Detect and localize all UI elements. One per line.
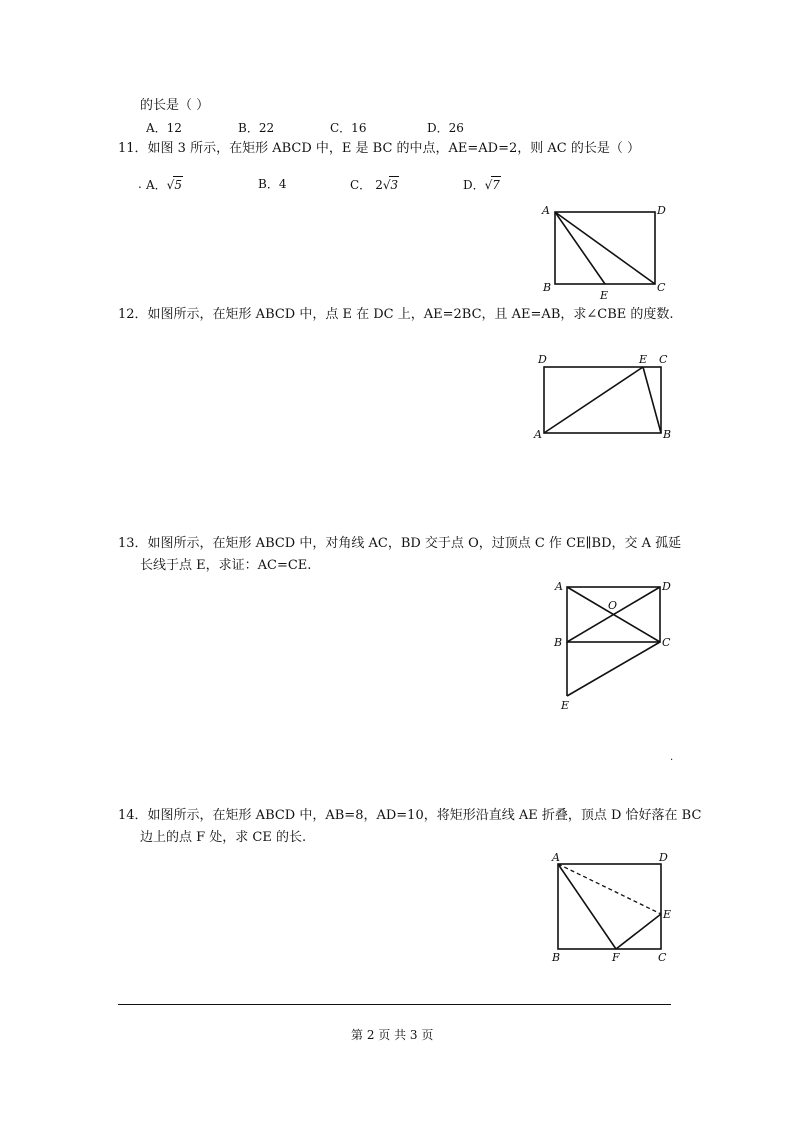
footer-rule [118, 1004, 671, 1005]
q14-fold-line-ae [558, 864, 661, 914]
q12-segment-eb [643, 367, 661, 433]
q13-segment-ce [567, 642, 660, 696]
q11-option-d: D．√7 [463, 178, 500, 192]
q12-label-b: B [663, 428, 672, 441]
q12-rectangle [544, 367, 661, 433]
q14-label-e: E [663, 908, 672, 921]
q14-figure [546, 850, 681, 968]
q14-line-1: 14．如图所示，在矩形 ABCD 中，AB=8，AD=10，将矩形沿直线 AE 折叠，顶点 D 恰好落在 BC [118, 808, 702, 823]
q14-label-b: B [552, 951, 561, 964]
q14-segment-af [558, 864, 616, 949]
q11-label-d: D [657, 204, 666, 217]
q13-figure [550, 578, 680, 713]
q11-label-b: B [543, 281, 552, 294]
page-number: 第 2 页 共 3 页 [351, 1028, 434, 1042]
q11-mark: . [138, 177, 142, 191]
q14-label-d: D [659, 851, 668, 864]
q11-label-a: A [542, 204, 550, 217]
q10-option-d: D．26 [427, 121, 464, 135]
q10-option-c: C．16 [330, 121, 367, 135]
stray-dot: . [670, 752, 674, 763]
q12-segment-ae [544, 367, 643, 433]
q13-label-e: E [561, 699, 570, 712]
q14-label-c: C [658, 951, 667, 964]
q14-rectangle [558, 864, 661, 949]
q13-line-2: 长线于点 E，求证：AC=CE. [140, 558, 312, 573]
q13-label-c: C [662, 636, 671, 649]
q13-label-b: B [554, 636, 563, 649]
q11-figure [540, 203, 670, 303]
q13-label-d: D [662, 580, 671, 593]
q11-option-c: C． 2√3 [350, 178, 399, 192]
q11-segment-ae [555, 212, 605, 284]
q13-line-1: 13．如图所示，在矩形 ABCD 中，对角线 AC，BD 交于点 O，过顶点 C 作 CE∥BD，交 A 孤延 [118, 536, 682, 551]
q11-label-e: E [600, 289, 609, 302]
q11-label-c: C [657, 281, 666, 294]
q11-option-b: B．4 [258, 177, 287, 191]
q12-figure [532, 352, 682, 444]
q13-label-o: O [608, 599, 618, 612]
q12-text: 12．如图所示，在矩形 ABCD 中，点 E 在 DC 上，AE=2BC，且 AE=AB，求∠CBE 的度数. [118, 307, 674, 322]
q12-label-c: C [659, 353, 668, 366]
q10-option-a: A．12 [146, 121, 182, 135]
q12-label-d: D [538, 353, 547, 366]
q12-label-e: E [639, 353, 648, 366]
q10-option-b: B．22 [238, 121, 275, 135]
q11-option-a: A．√5 [146, 178, 182, 192]
q11-segment-ac [555, 212, 655, 284]
q10-tail: 的长是（ ） [140, 98, 210, 113]
q14-line-2: 边上的点 F 处，求 CE 的长. [140, 830, 307, 845]
q14-segment-fe [616, 914, 661, 949]
q14-label-a: A [552, 851, 560, 864]
q12-label-a: A [534, 428, 542, 441]
q14-label-f: F [612, 951, 620, 964]
q11-text: 11．如图 3 所示，在矩形 ABCD 中，E 是 BC 的中点，AE=AD=2，则 AC 的长是（ ） [118, 141, 640, 156]
q13-label-a: A [555, 580, 563, 593]
